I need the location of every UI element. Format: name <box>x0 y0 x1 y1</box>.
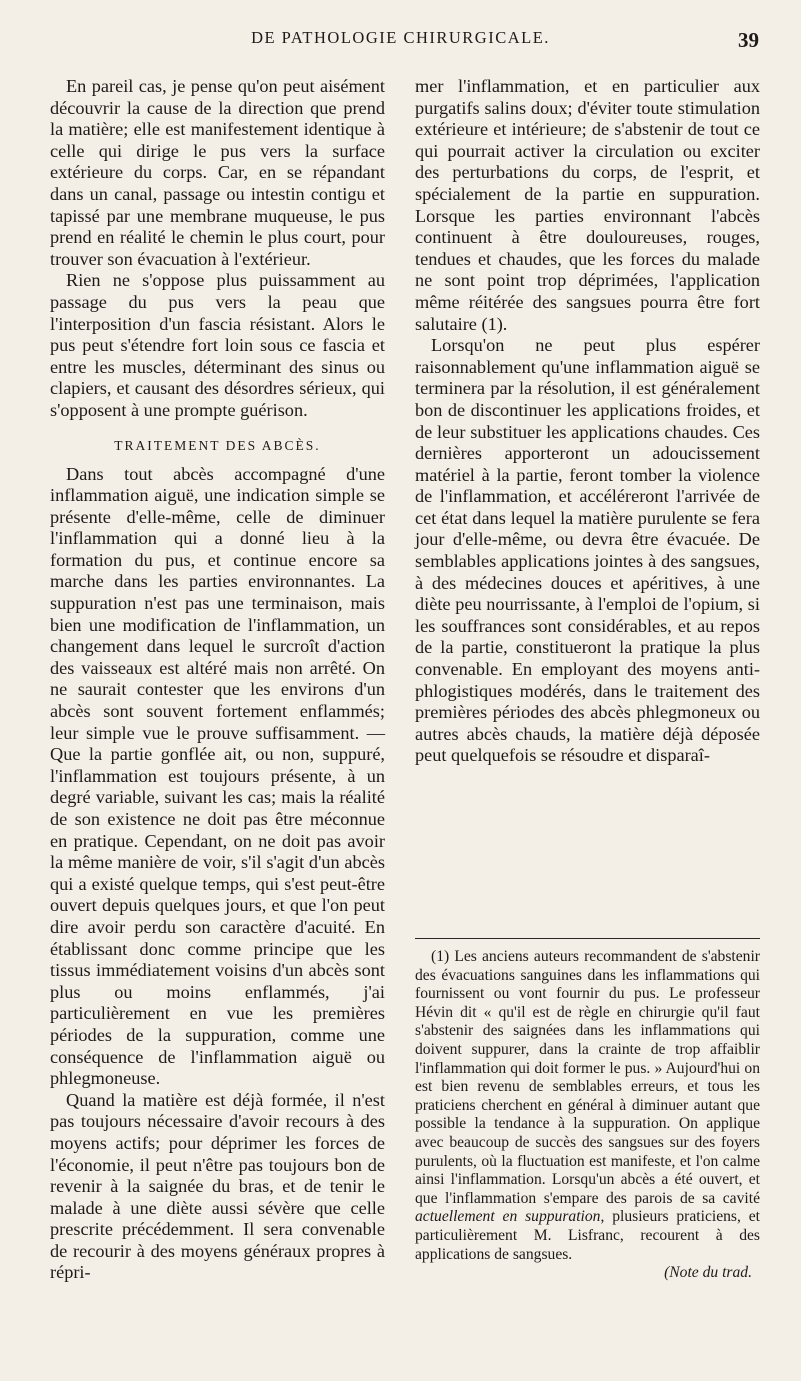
footnote-text-a: (1) Les anciens auteurs recommandent de s'abstenir des évacuations sanguines dans les inflammations qui fournissent ou vont fournir du pus. Le professeur Hévin dit « qu'il est de règle en chirurgie qu'il faut s'abstenir des saignées dans les inflammations qui doivent suppurer, dans la crainte de trop affaiblir l'inflammation qui doit former le pus. » Aujourd'hui on est bien revenu de semblables erreurs, et tous les praticiens cherchent en général à diminuer autant que possible la tendance à la suppuration. On applique avec beaucoup de succès des sangsues sur des foyers purulents, où la fluctuation est manifeste, et l'on calme ainsi l'inflammation. Lorsqu'un abcès a été ouvert, et que l'inflammation s'empare des parois de sa cavité <box>415 948 760 1207</box>
page-header <box>0 28 801 58</box>
translator-note: (Note du trad. <box>664 1264 752 1282</box>
footnote-text-b: , plusieurs praticiens, et particulièrement M. Lisfranc, recourent à des applications de sangsues. <box>415 1208 760 1263</box>
left-paragraph-3: Dans tout abcès accompagné d'une inflammation aiguë, une indication simple se présente d'elle-même, celle de diminuer l'inflammation qui a donné lieu à la formation du pus, et continue encore sa marche dans les parties environnantes. La suppuration n'est pas une terminaison, mais bien une modification de l'inflammation, un changement dans lequel le surcroît d'action des vaisseaux est altéré mais non arrêté. On ne saurait contester que les environs d'un abcès sont souvent fortement enflammés; leur simple vue le prouve suffisamment. — Que la partie gonflée ait, ou non, suppuré, l'inflammation est toujours présente, à un degré variable, suivant les cas; mais la réalité de son existence ne doit pas être méconnue en pratique. Cependant, on ne doit pas avoir la même manière de voir, s'il s'agit d'un abcès qui a existé quelque temps, qui s'est peut-être ouvert depuis quelques jours, et que l'on peut dire avoir perdu son caractère d'acuité. En établissant donc comme principe que les tissus immédiatement voisins d'un abcès sont plus ou moins enflammés, j'ai particulièrement en vue les premières périodes de la suppuration, comme une conséquence de l'inflammation aiguë ou phlegmoneuse. <box>50 463 385 1089</box>
running-head: DE PATHOLOGIE CHIRURGICALE. <box>251 28 550 47</box>
footnote <box>415 948 760 1282</box>
left-paragraph-4: Quand la matière est déjà formée, il n'est pas toujours nécessaire d'avoir recours à des moyens actifs; pour déprimer les forces de l'économie, il peut n'être pas toujours bon de revenir à la saignée du bras, et de tenir le malade à une diète aussi sévère que celle prescrite précédemment. Il sera convenable de recourir à des moyens généraux propres à répri- <box>50 1089 385 1283</box>
page-number: 39 <box>738 28 759 52</box>
section-title: TRAITEMENT DES ABCÈS. <box>114 437 321 453</box>
left-paragraph-2: Rien ne s'oppose plus puissamment au passage du pus vers la peau que l'interposition d'un fascia résistant. Alors le pus peut s'étendre fort loin sous ce fascia et entre les muscles, déterminant des sinus ou clapiers, et causant des désordres sérieux, qui s'opposent à une prompte guérison. <box>50 270 385 420</box>
right-column <box>415 76 760 767</box>
right-paragraph-1: mer l'inflammation, et en particulier aux purgatifs salins doux; d'éviter toute stimulation extérieure et intérieure; de s'abstenir de tout ce qui pourrait activer la circulation ou exciter des perturbations du corps, de l'esprit, et spécialement de la partie en suppuration. Lorsque les parties environnant l'abcès continuent à être douloureuses, rouges, tendues et chaudes, que les forces du malade ne sont point trop déprimées, l'application même réitérée des sangsues pourra être fort salutaire (1). <box>415 76 760 334</box>
footnote-text <box>415 948 760 1264</box>
left-paragraph-1: En pareil cas, je pense qu'on peut aisément découvrir la cause de la direction que prend la matière; elle est manifestement identique à celle qui dirige le pus vers la surface extérieure du corps. Car, en se répandant dans un canal, passage ou intestin contigu et tapissé par une membrane muqueuse, le pus prend en réalité le chemin le plus court, pour trouver son évacuation à l'extérieur. <box>50 76 385 269</box>
footnote-divider <box>415 938 760 939</box>
footnote-emphasis: actuellement en suppuration <box>415 1208 601 1226</box>
right-paragraph-2: Lorsqu'on ne peut plus espérer raisonnablement qu'une inflammation aiguë se terminera par la résolution, il est généralement bon de discontinuer les applications froides, et de leur substituer les applications chaudes. Ces dernières apporteront un adoucissement matériel à la partie, feront tomber la violence de l'inflammation, et accéléreront l'arrivée de cet état dans lequel la matière purulente se fera jour d'elle-même, ou devra être évacuée. De semblables applications jointes à des sangsues, à des médecines douces et apéritives, à une diète peu nourrissante, à l'emploi de l'opium, si les souffrances sont considérables, et au repos de la partie, constitueront la pratique la plus convenable. En employant des moyens anti-phlogistiques modérés, dans le traitement des premières périodes des abcès phlegmoneux ou autres abcès chauds, la matière déjà déposée peut quelquefois se résoudre et disparaî- <box>415 335 760 766</box>
left-column <box>50 76 385 1284</box>
